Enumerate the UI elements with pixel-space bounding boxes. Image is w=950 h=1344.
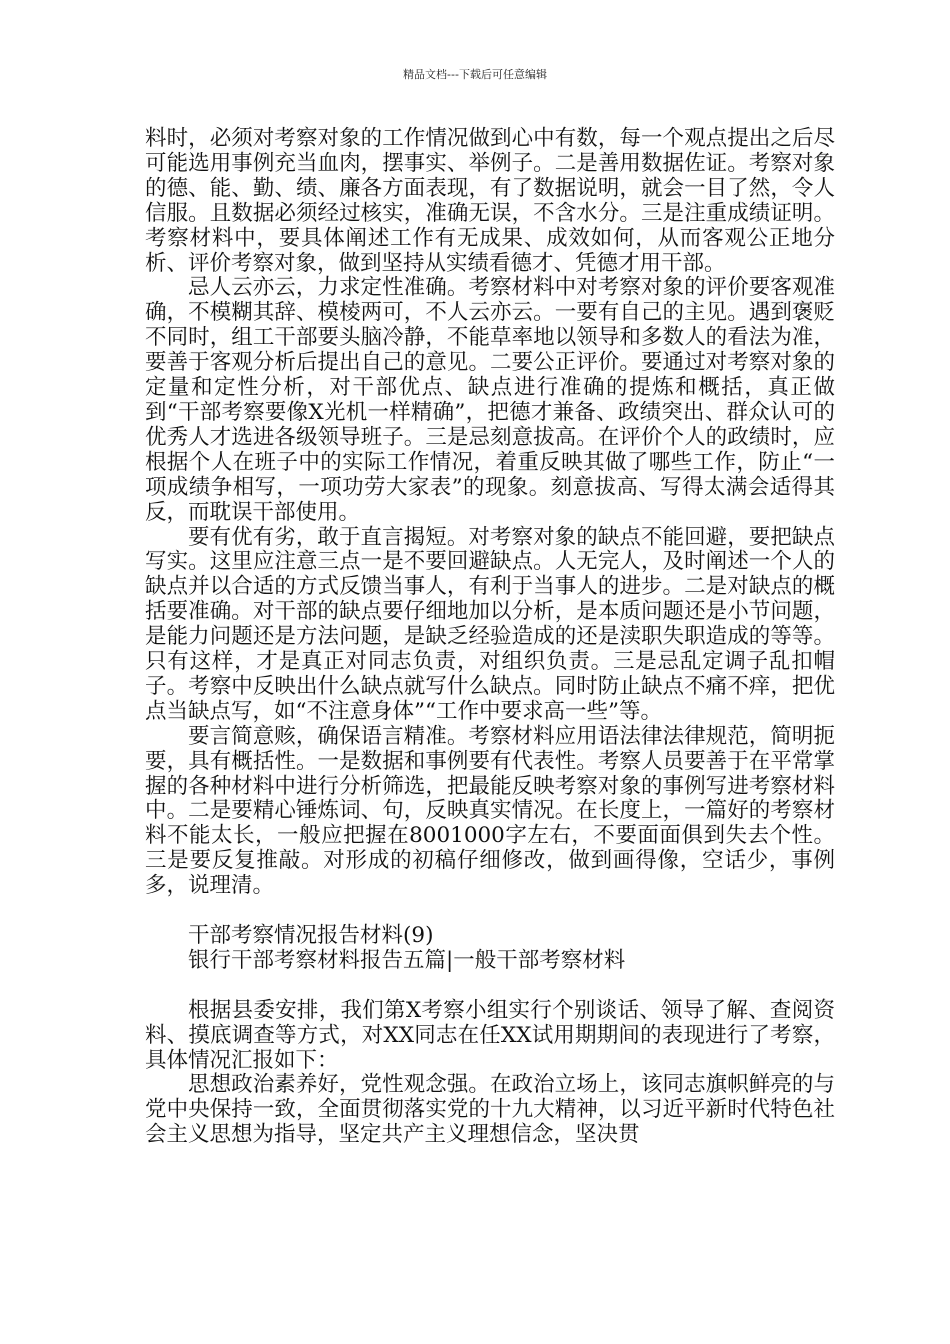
section-subheading: 银行干部考察材料报告五篇|一般干部考察材料: [188, 947, 626, 973]
paragraph-continued: 料时，必须对考察对象的工作情况做到心中有数，每一个观点提出之后尽可能选用事例充当血肉，摆事实、举例子。二是善用数据佐证。考察对象的德、能、勤、绩、廉各方面表现，有了数据说明，就会一目了然，令人信服。且数据必须经过核实，准确无误，不含水分。三是注重成绩证明。考察材料中，要具体阐述工作有无成果、成效如何，从而客观公正地分析、评价考察对象，做到坚持从实绩看德才、凭德才用干部。: [145, 126, 835, 276]
paragraph: 要有优有劣，敢于直言揭短。对考察对象的缺点不能回避，要把缺点写实。这里应注意三点一是不要回避缺点。人无完人，及时阐述一个人的缺点并以合适的方式反馈当事人，有利于当事人的进步。二是对缺点的概括要准确。对干部的缺点要仔细地加以分析，是本质问题还是小节问题，是能力问题还是方法问题，是缺乏经验造成的还是渎职失职造成的等等。只有这样，才是真正对同志负责，对组织负责。三是忌乱定调子乱扣帽子。考察中反映出什么缺点就写什么缺点。同时防止缺点不痛不痒，把优点当缺点写，如“不注意身体”“工作中要求高一些”等。: [145, 524, 835, 724]
section-heading: 干部考察情况报告材料(9): [188, 922, 434, 948]
paragraph: 忌人云亦云，力求定性准确。考察材料中对考察对象的评价要客观准确，不模糊其辞、模棱两可，不人云亦云。一要有自己的主见。遇到褒贬不同时，组工干部要头脑冷静，不能草率地以领导和多数人的看法为准，要善于客观分析后提出自己的意见。二要公正评价。要通过对考察对象的定量和定性分析，对干部优点、缺点进行准确的提炼和概括，真正做到“干部考察要像X光机一样精确”，把德才兼备、政绩突出、群众认可的优秀人才选进各级领导班子。三是忌刻意拔高。在评价个人的政绩时，应根据个人在班子中的实际工作情况，着重反映其做了哪些工作，防止“一项成绩争相写，一项功劳大家表”的现象。刻意拔高、写得太满会适得其反，而耽误干部使用。: [145, 275, 835, 525]
spacer: [145, 974, 835, 999]
paragraph: 根据县委安排，我们第X考察小组实行个别谈话、领导了解、查阅资料、摸底调查等方式，对XX同志在任XX试用期期间的表现进行了考察，具体情况汇报如下：: [145, 997, 835, 1073]
page-header: 精品文档---下载后可任意编辑: [403, 68, 547, 81]
spacer: [145, 899, 835, 924]
paragraph: 思想政治素养好，党性观念强。在政治立场上，该同志旗帜鲜亮的与党中央保持一致，全面贯彻落实党的十九大精神，以习近平新时代特色社会主义思想为指导，坚定共产主义理想信念，坚决贯: [145, 1072, 835, 1148]
paragraph: 要言简意赅，确保语言精准。考察材料应用语法律法律规范，简明扼要，具有概括性。一是数据和事例要有代表性。考察人员要善于在平常掌握的各种材料中进行分析筛选，把最能反映考察对象的事例写进考察材料中。二是要精心锤炼词、句，反映真实情况。在长度上，一篇好的考察材料不能太长，一般应把握在8001000字左右，不要面面俱到失去个性。三是要反复推敲。对形成的初稿仔细修改，做到画得像，空话少，事例多，说理清。: [145, 723, 835, 899]
document-body: [145, 127, 835, 1148]
